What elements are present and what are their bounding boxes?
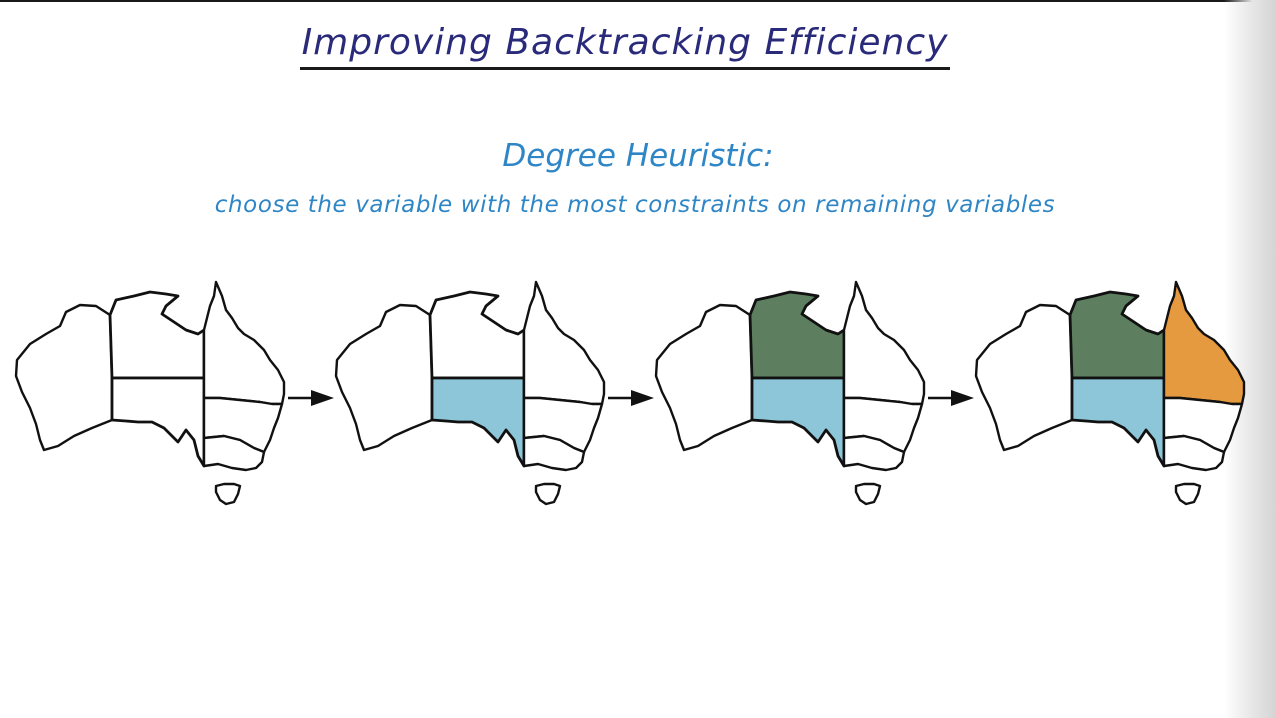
heuristic-description: choose the variable with the most constraints on remaining variables bbox=[214, 192, 1056, 218]
region-wa bbox=[336, 305, 432, 450]
region-t bbox=[1176, 484, 1200, 504]
region-q bbox=[524, 282, 604, 404]
region-sa bbox=[432, 378, 524, 466]
region-q bbox=[844, 282, 924, 404]
region-nt bbox=[110, 292, 204, 378]
region-q bbox=[1164, 282, 1244, 404]
australia-map-step-1 bbox=[16, 282, 284, 504]
region-t bbox=[856, 484, 880, 504]
region-q bbox=[204, 282, 284, 404]
region-wa bbox=[656, 305, 752, 450]
slide-title-text: Improving Backtracking Efficiency bbox=[300, 22, 951, 70]
region-wa bbox=[16, 305, 112, 450]
heuristic-heading: Degree Heuristic: bbox=[502, 138, 774, 174]
region-nt bbox=[430, 292, 524, 378]
region-nt bbox=[750, 292, 844, 378]
transition-arrow-2 bbox=[608, 390, 654, 406]
region-t bbox=[536, 484, 560, 504]
australia-map-step-3 bbox=[656, 282, 924, 504]
australia-map-step-4 bbox=[976, 282, 1244, 504]
transition-arrow-3 bbox=[928, 390, 974, 406]
australia-map-step-2 bbox=[336, 282, 604, 504]
region-sa bbox=[112, 378, 204, 466]
region-sa bbox=[752, 378, 844, 466]
region-sa bbox=[1072, 378, 1164, 466]
region-t bbox=[216, 484, 240, 504]
region-wa bbox=[976, 305, 1072, 450]
transition-arrow-1 bbox=[288, 390, 334, 406]
region-nt bbox=[1070, 292, 1164, 378]
